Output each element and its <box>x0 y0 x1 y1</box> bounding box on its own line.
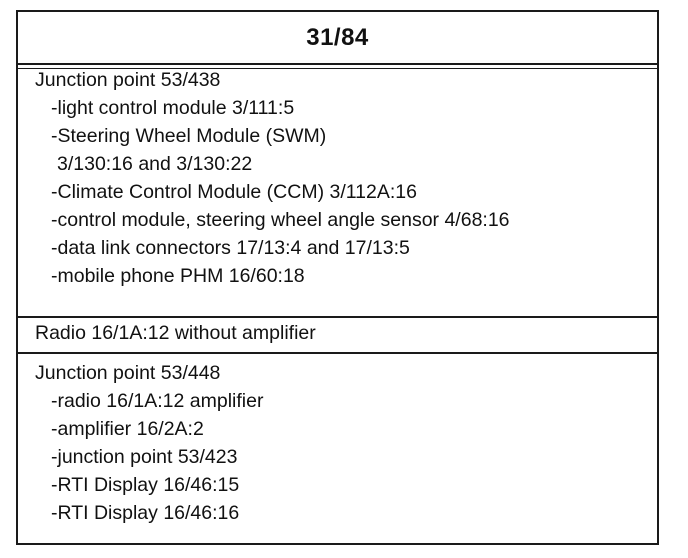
list-item: -Steering Wheel Module (SWM) <box>51 125 327 147</box>
section-junction-53-448 <box>18 359 657 527</box>
table-title: 31/84 <box>306 24 369 51</box>
list-item: -radio 16/1A:12 amplifier <box>51 390 264 412</box>
list-item: 3/130:16 and 3/130:22 <box>57 153 253 175</box>
section-divider <box>18 316 657 318</box>
section-radio-no-amplifier <box>18 319 657 347</box>
list-item: -mobile phone PHM 16/60:18 <box>51 265 305 287</box>
section-junction-53-438 <box>18 66 657 290</box>
list-item: -amplifier 16/2A:2 <box>51 418 204 440</box>
section-divider <box>18 352 657 354</box>
list-item: -RTI Display 16/46:15 <box>51 474 240 496</box>
list-item: -Climate Control Module (CCM) 3/112A:16 <box>51 181 417 203</box>
list-item: -junction point 53/423 <box>51 446 238 468</box>
wiring-table <box>16 10 659 545</box>
section-heading: Radio 16/1A:12 without amplifier <box>35 322 316 344</box>
list-item: -data link connectors 17/13:4 and 17/13:5 <box>51 237 410 259</box>
list-item: -RTI Display 16/46:16 <box>51 502 240 524</box>
section-heading: Junction point 53/438 <box>35 69 221 91</box>
list-item: -light control module 3/111:5 <box>51 97 295 119</box>
list-item: -control module, steering wheel angle sensor 4/68:16 <box>51 209 510 231</box>
section-heading: Junction point 53/448 <box>35 362 221 384</box>
